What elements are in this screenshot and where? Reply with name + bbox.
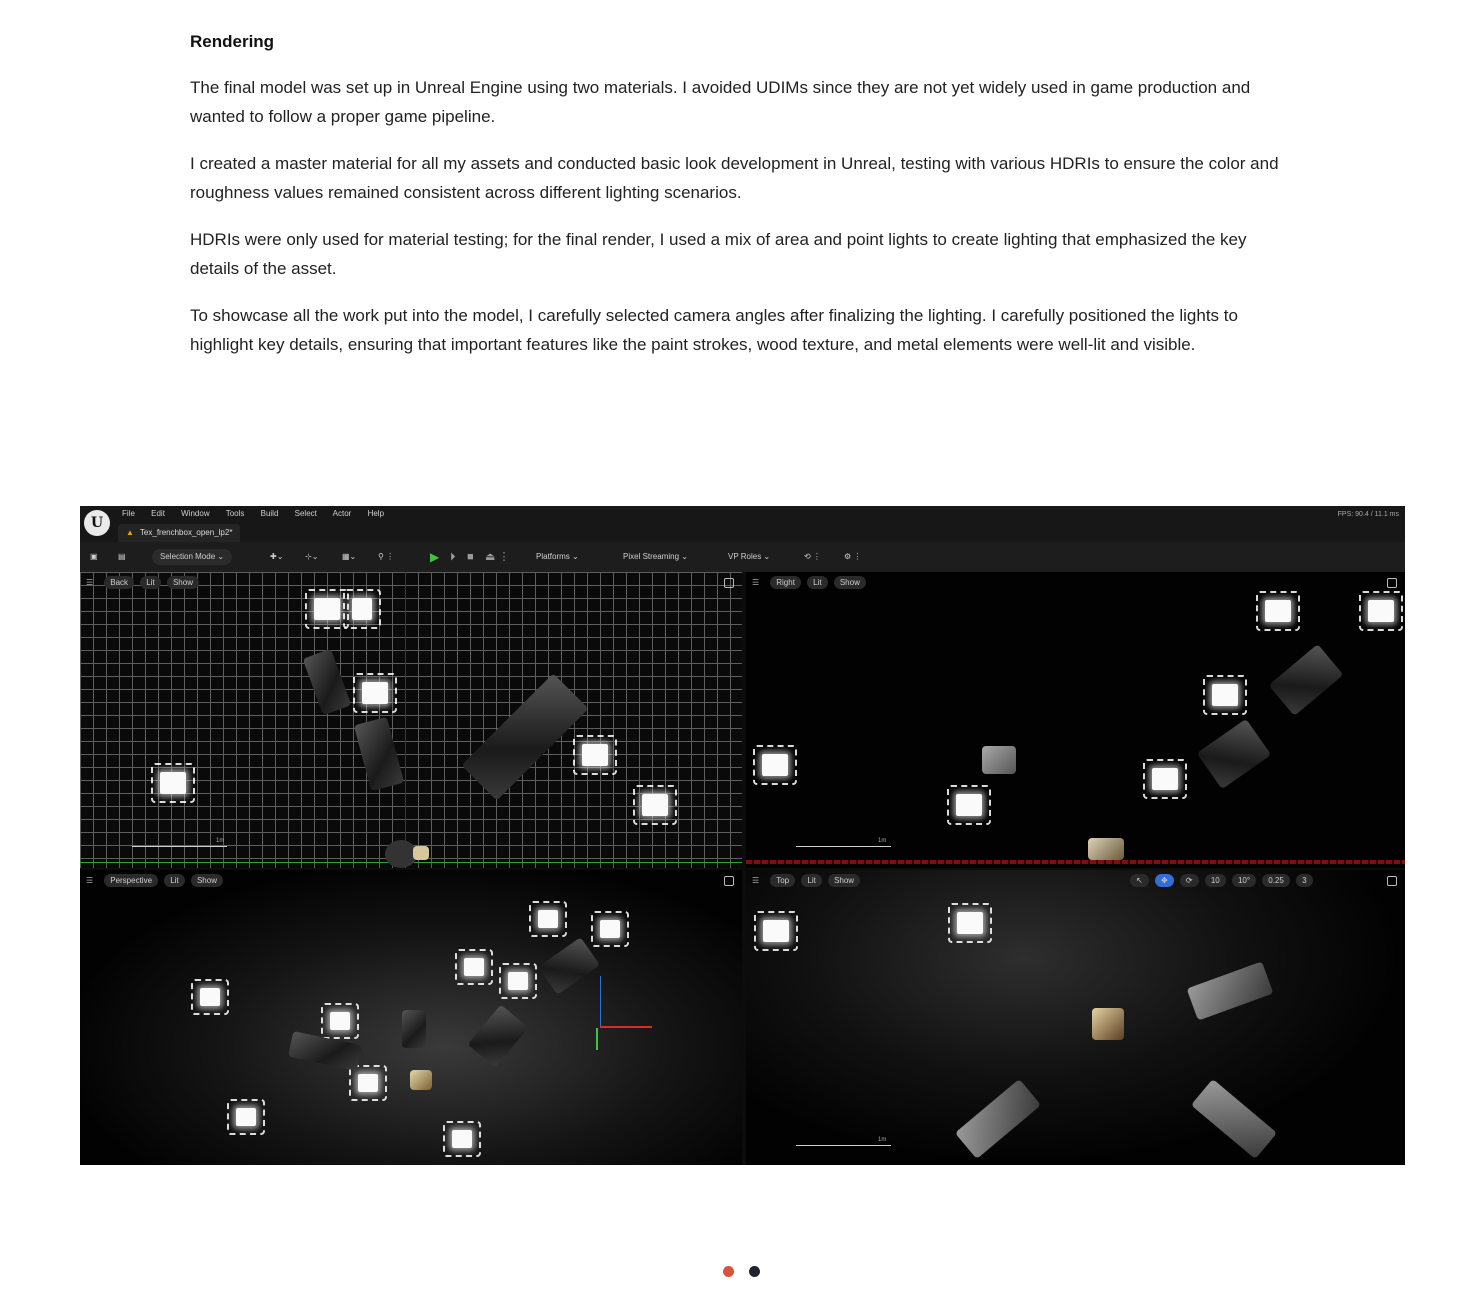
viewport-back-toolbar	[86, 576, 203, 590]
view-mode-right[interactable]: Right	[770, 576, 801, 589]
platforms-dropdown[interactable]: Platforms ⌄	[536, 552, 579, 561]
box-prop	[413, 846, 429, 860]
area-light-icon[interactable]	[1212, 684, 1238, 706]
step-icon[interactable]: ⏵	[450, 551, 456, 563]
scale-bar	[796, 846, 891, 847]
play-icon[interactable]: ▶	[430, 550, 440, 564]
point-light-icon[interactable]	[508, 972, 528, 990]
modes-icon[interactable]: ⚲ ⋮	[378, 552, 395, 561]
viewport-right-toolbar	[752, 576, 870, 590]
show-menu-back[interactable]: Show	[167, 576, 199, 589]
maximize-icon[interactable]	[724, 578, 734, 588]
paragraph-4: To showcase all the work put into the model, I carefully selected camera angles after finalizing the lighting. I carefully positioned the lights to highlight key details, ensuring that important features like the paint strokes, wood texture, and metal elements were well-lit and visible.	[190, 306, 1238, 354]
add-actor-icon[interactable]: ✚⌄	[270, 552, 284, 561]
spotlight-prop	[303, 649, 352, 716]
paragraph-3: HDRIs were only used for material testing; for the final render, I used a mix of area and point lights to create lighting that emphasized the key details of the asset.	[190, 230, 1247, 278]
area-light-icon[interactable]	[362, 682, 388, 704]
area-light-icon[interactable]	[763, 920, 789, 942]
point-light-icon[interactable]	[236, 1108, 256, 1126]
area-light-icon[interactable]	[957, 912, 983, 934]
spotlight-prop	[354, 717, 404, 791]
area-light-icon[interactable]	[1152, 768, 1178, 790]
view-mode-perspective[interactable]: Perspective	[104, 874, 158, 887]
menu-help[interactable]: Help	[367, 509, 385, 518]
spotlight-prop	[1197, 719, 1271, 789]
box-prop	[1092, 1008, 1124, 1040]
angle-snap-value[interactable]: 10°	[1232, 874, 1256, 887]
maximize-icon[interactable]	[1387, 876, 1397, 886]
area-light-icon[interactable]	[314, 598, 340, 620]
paragraph-2: I created a master material for all my assets and conducted basic look development in Unreal, testing with various HDRIs to ensure the color and roughness values remained consistent across different lighting scenarios.	[190, 154, 1279, 202]
menu-edit[interactable]: Edit	[151, 509, 165, 518]
editor-toolbar	[80, 542, 1405, 572]
area-light-icon[interactable]	[582, 744, 608, 766]
editor-menu-bar	[122, 509, 398, 518]
level-icon: ▲	[126, 528, 134, 537]
spotlight-prop	[538, 937, 600, 995]
settings-icon[interactable]: ⚙ ⋮	[844, 552, 862, 561]
menu-select[interactable]: Select	[294, 509, 317, 518]
blueprint-icon[interactable]: ⊹⌄	[305, 552, 319, 561]
menu-file[interactable]: File	[122, 509, 135, 518]
menu-build[interactable]: Build	[260, 509, 279, 518]
box-prop	[410, 1070, 432, 1090]
fps-readout: FPS: 90.4 / 11.1 ms	[1337, 511, 1399, 518]
box-prop	[982, 746, 1016, 774]
unreal-logo-icon: U	[84, 510, 110, 536]
lit-mode-perspective[interactable]: Lit	[164, 874, 184, 887]
point-light-icon[interactable]	[358, 1074, 378, 1092]
spotlight-prop	[1187, 961, 1274, 1020]
point-light-icon[interactable]	[600, 920, 620, 938]
paragraph-1: The final model was set up in Unreal Engine using two materials. I avoided UDIMs since they are not yet widely used in game production and wanted to follow a proper game pipeline.	[190, 78, 1251, 126]
spotlight-prop	[402, 1010, 426, 1048]
source-control-icon[interactable]: ⟲ ⋮	[804, 552, 821, 561]
red-axis-line	[746, 860, 1405, 864]
spotlight-prop	[955, 1079, 1041, 1159]
menu-tools[interactable]: Tools	[225, 509, 245, 518]
gizmo-x-axis[interactable]	[600, 1026, 652, 1028]
viewport-perspective-toolbar	[86, 874, 227, 888]
maximize-icon[interactable]	[1387, 578, 1397, 588]
translate-tool-icon[interactable]: ✥	[1155, 874, 1174, 887]
editor-title-bar	[80, 506, 1405, 542]
carousel-dots	[723, 1264, 775, 1282]
viewport-menu-icon[interactable]: ☰	[752, 876, 760, 885]
view-mode-top[interactable]: Top	[770, 874, 795, 887]
point-light-icon[interactable]	[200, 988, 220, 1006]
lit-mode-top[interactable]: Lit	[801, 874, 821, 887]
selection-mode-dropdown[interactable]: Selection Mode ⌄	[152, 549, 232, 565]
section-heading: Rendering	[190, 32, 275, 51]
viewport-back[interactable]	[80, 572, 742, 868]
article-section	[190, 32, 1300, 378]
scale-label: 1m	[878, 1137, 887, 1143]
content-browser-icon[interactable]: ▤	[118, 552, 126, 561]
lit-mode-back[interactable]: Lit	[140, 576, 160, 589]
gizmo-z-axis[interactable]	[600, 976, 601, 1028]
spotlight-prop	[1191, 1079, 1277, 1159]
camera-speed-value[interactable]: 3	[1296, 874, 1312, 887]
carousel-dot-2[interactable]	[749, 1266, 760, 1277]
area-light-icon[interactable]	[160, 772, 186, 794]
scale-label: 1m	[878, 838, 887, 844]
point-light-icon[interactable]	[330, 1012, 350, 1030]
menu-actor[interactable]: Actor	[332, 509, 352, 518]
scale-label: 1m	[216, 838, 225, 844]
eject-icon[interactable]: ⏏ ⋮	[485, 551, 510, 563]
viewport-top-toolbar	[752, 874, 864, 888]
scale-snap-value[interactable]: 0.25	[1262, 874, 1290, 887]
area-light-icon[interactable]	[352, 598, 372, 620]
stop-icon[interactable]: ■	[467, 551, 474, 563]
menu-window[interactable]: Window	[181, 509, 210, 518]
box-prop	[1088, 838, 1124, 860]
point-light-icon[interactable]	[452, 1130, 472, 1148]
blue-axis-line	[405, 572, 406, 862]
viewport-menu-icon[interactable]: ☰	[752, 578, 760, 587]
grid-snap-value[interactable]: 10	[1205, 874, 1226, 887]
area-light-icon[interactable]	[762, 754, 788, 776]
level-tab-title: Tex_frenchbox_open_lp2*	[139, 528, 233, 537]
viewport-top[interactable]	[746, 870, 1405, 1165]
carousel-dot-1[interactable]	[723, 1266, 734, 1277]
area-light-icon[interactable]	[1265, 600, 1291, 622]
viewport-perspective[interactable]	[80, 870, 742, 1165]
scale-bar	[132, 846, 227, 847]
viewport-menu-icon[interactable]: ☰	[86, 578, 94, 587]
point-light-icon[interactable]	[464, 958, 484, 976]
unreal-editor-screenshot	[80, 506, 1405, 1165]
select-tool-icon[interactable]: ↖	[1130, 874, 1149, 887]
spotlight-prop	[461, 673, 588, 800]
show-menu-perspective[interactable]: Show	[191, 874, 223, 887]
viewport-right[interactable]	[746, 572, 1405, 868]
spotlight-prop	[467, 1005, 528, 1068]
point-light-icon[interactable]	[538, 910, 558, 928]
maximize-icon[interactable]	[724, 876, 734, 886]
scale-bar	[796, 1145, 891, 1146]
rotate-tool-icon[interactable]: ⟳	[1180, 874, 1199, 887]
vp-roles-dropdown[interactable]: VP Roles ⌄	[728, 552, 771, 561]
area-light-icon[interactable]	[956, 794, 982, 816]
viewport-menu-icon[interactable]: ☰	[86, 876, 94, 885]
gizmo-y-axis[interactable]	[596, 1028, 598, 1050]
spotlight-prop	[1269, 644, 1344, 716]
show-menu-right[interactable]: Show	[834, 576, 866, 589]
level-tab[interactable]	[118, 524, 240, 542]
pixel-streaming-dropdown[interactable]: Pixel Streaming ⌄	[623, 552, 688, 561]
area-light-icon[interactable]	[642, 794, 668, 816]
save-icon[interactable]: ▣	[90, 552, 98, 561]
show-menu-top[interactable]: Show	[828, 874, 860, 887]
view-mode-back[interactable]: Back	[104, 576, 134, 589]
area-light-icon[interactable]	[1368, 600, 1394, 622]
transform-toolbar	[1130, 874, 1317, 888]
lit-mode-right[interactable]: Lit	[807, 576, 827, 589]
cinematics-icon[interactable]: ▦⌄	[342, 552, 357, 561]
